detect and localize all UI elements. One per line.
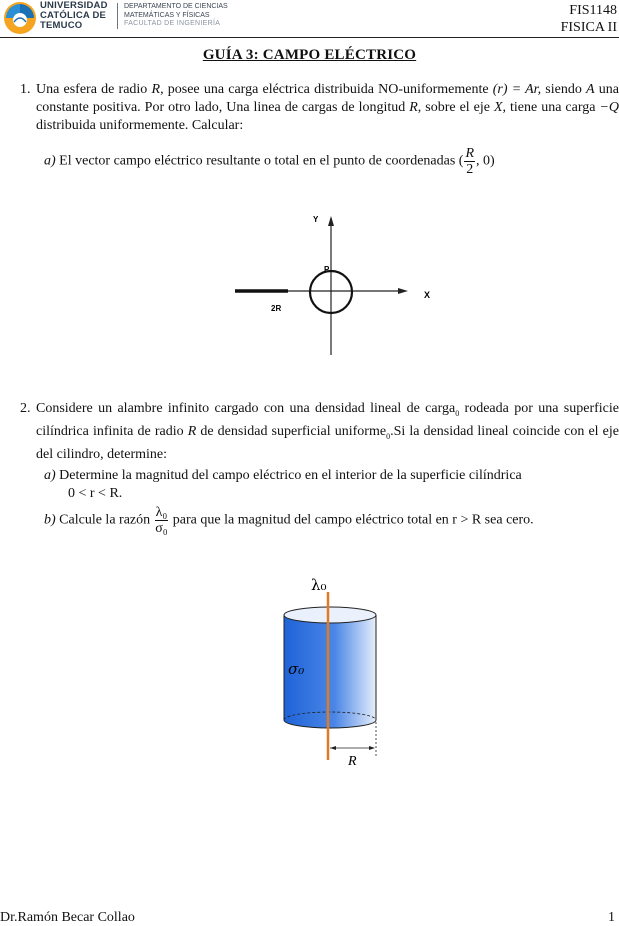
y-axis-label: Y [313,215,319,224]
problem-2-item-a [44,467,619,485]
department-line-2: MATEMÁTICAS Y FÍSICAS [124,11,210,19]
course-name: FISICA II [560,20,617,35]
var-R: R [409,100,418,115]
department-line-1: DEPARTAMENTO DE CIENCIAS [124,3,228,10]
p2-text: de densidad superficial uniforme [196,423,387,439]
problem-2-statement [20,400,619,464]
lambda-label: λ₀ [311,576,327,594]
problem-1 [20,81,619,135]
item-a-inequality: 0 < r < R. [68,486,123,501]
page-title: GUÍA 3: CAMPO ELÉCTRICO [202,47,417,63]
sigma-label: σ₀ [288,660,305,678]
problem-1-item-a [44,146,619,177]
p2-sub: 0 [455,408,460,418]
item-b-tail: para que la magnitud del campo eléctrico total en r > R sea cero. [172,512,534,528]
university-line-2: CATÓLICA DE [40,10,107,21]
p2-text: coincide con el eje del cilindro, determine: [36,423,619,462]
p2-text: .Si la densidad lineal [390,423,509,439]
var-negQ: −Q [599,100,619,115]
density-formula: (r) = Ar, [492,82,542,97]
item-b-label: b) [44,512,56,528]
problem-1-statement [20,81,619,135]
fraction-lambda-over-sigma [155,505,169,536]
p1-text: siendo [545,82,587,97]
p1-text: distribuida uniformemente. Calcular: [36,118,244,133]
figure-1-axes [225,210,440,360]
radius-arrow-right [369,746,375,750]
var-R: R [151,82,161,97]
frac-den: σ₀ [155,521,168,536]
university-line-3: TEMUCO [40,20,83,31]
p2-text: Considere un alambre infinito cargado con una densidad lineal de carga [36,401,456,416]
frac-num: R [465,146,475,161]
item-a-text: Determine la magnitud del campo eléctrico en el interior de la superficie cilíndrica [59,468,522,483]
p1-text: , tiene una carga [502,100,600,115]
item-a-label: a) [44,153,56,169]
p2-text: rodeada por una [459,401,559,416]
problem-1-number: 1. [20,82,31,97]
point-P-label: P [324,265,330,274]
p2-sub: 0 [386,431,391,441]
department-name [117,3,228,29]
var-A: A [586,82,595,97]
p1-text: una constante positiva. Por otro lado, Una linea de cargas de longitud [36,82,619,115]
university-logo [2,0,38,36]
y-axis-arrow [328,216,334,226]
x-axis-label: X [424,290,431,300]
faculty-line: FACULTAD DE INGENIERÍA [124,20,221,27]
var-X: X [493,100,503,115]
figure-2-cylinder [270,570,400,770]
var-R: R [187,423,197,439]
x-axis-arrow [398,288,408,294]
p1-text: Una esfera de radio [36,82,152,97]
header-rule [0,37,619,38]
radius-label: R [348,754,357,769]
course-info [561,2,617,36]
rod-length-label: 2R [271,304,282,313]
page-number: 1 [608,910,615,925]
item-b-text: Calcule la razón [59,512,151,528]
p1-text: eje [473,100,494,115]
problem-2 [20,400,619,464]
problem-2-number: 2. [20,401,31,416]
university-name [40,1,108,31]
fraction-R-over-2 [464,146,475,177]
p1-text: , posee una carga eléctrica distribuida NO-uniformemente [160,82,493,97]
item-a-tail: , 0) [476,153,495,169]
university-line-1: UNIVERSIDAD [40,0,108,11]
radius-arrow-left [330,746,336,750]
item-a-text: El vector campo eléctrico resultante o total en el punto de coordenadas ( [59,153,464,169]
frac-num: λ₀ [155,505,168,520]
p1-text: , sobre el [417,100,470,115]
cylinder-top [284,607,376,623]
footer-author: Dr.Ramón Becar Collao [0,910,135,925]
problem-2-item-b [44,505,619,536]
course-code: FIS1148 [569,3,617,18]
item-a-label: a) [44,468,56,483]
frac-den: 2 [466,162,474,177]
p2-text: superficie cilíndrica infinita de radio [36,401,619,439]
